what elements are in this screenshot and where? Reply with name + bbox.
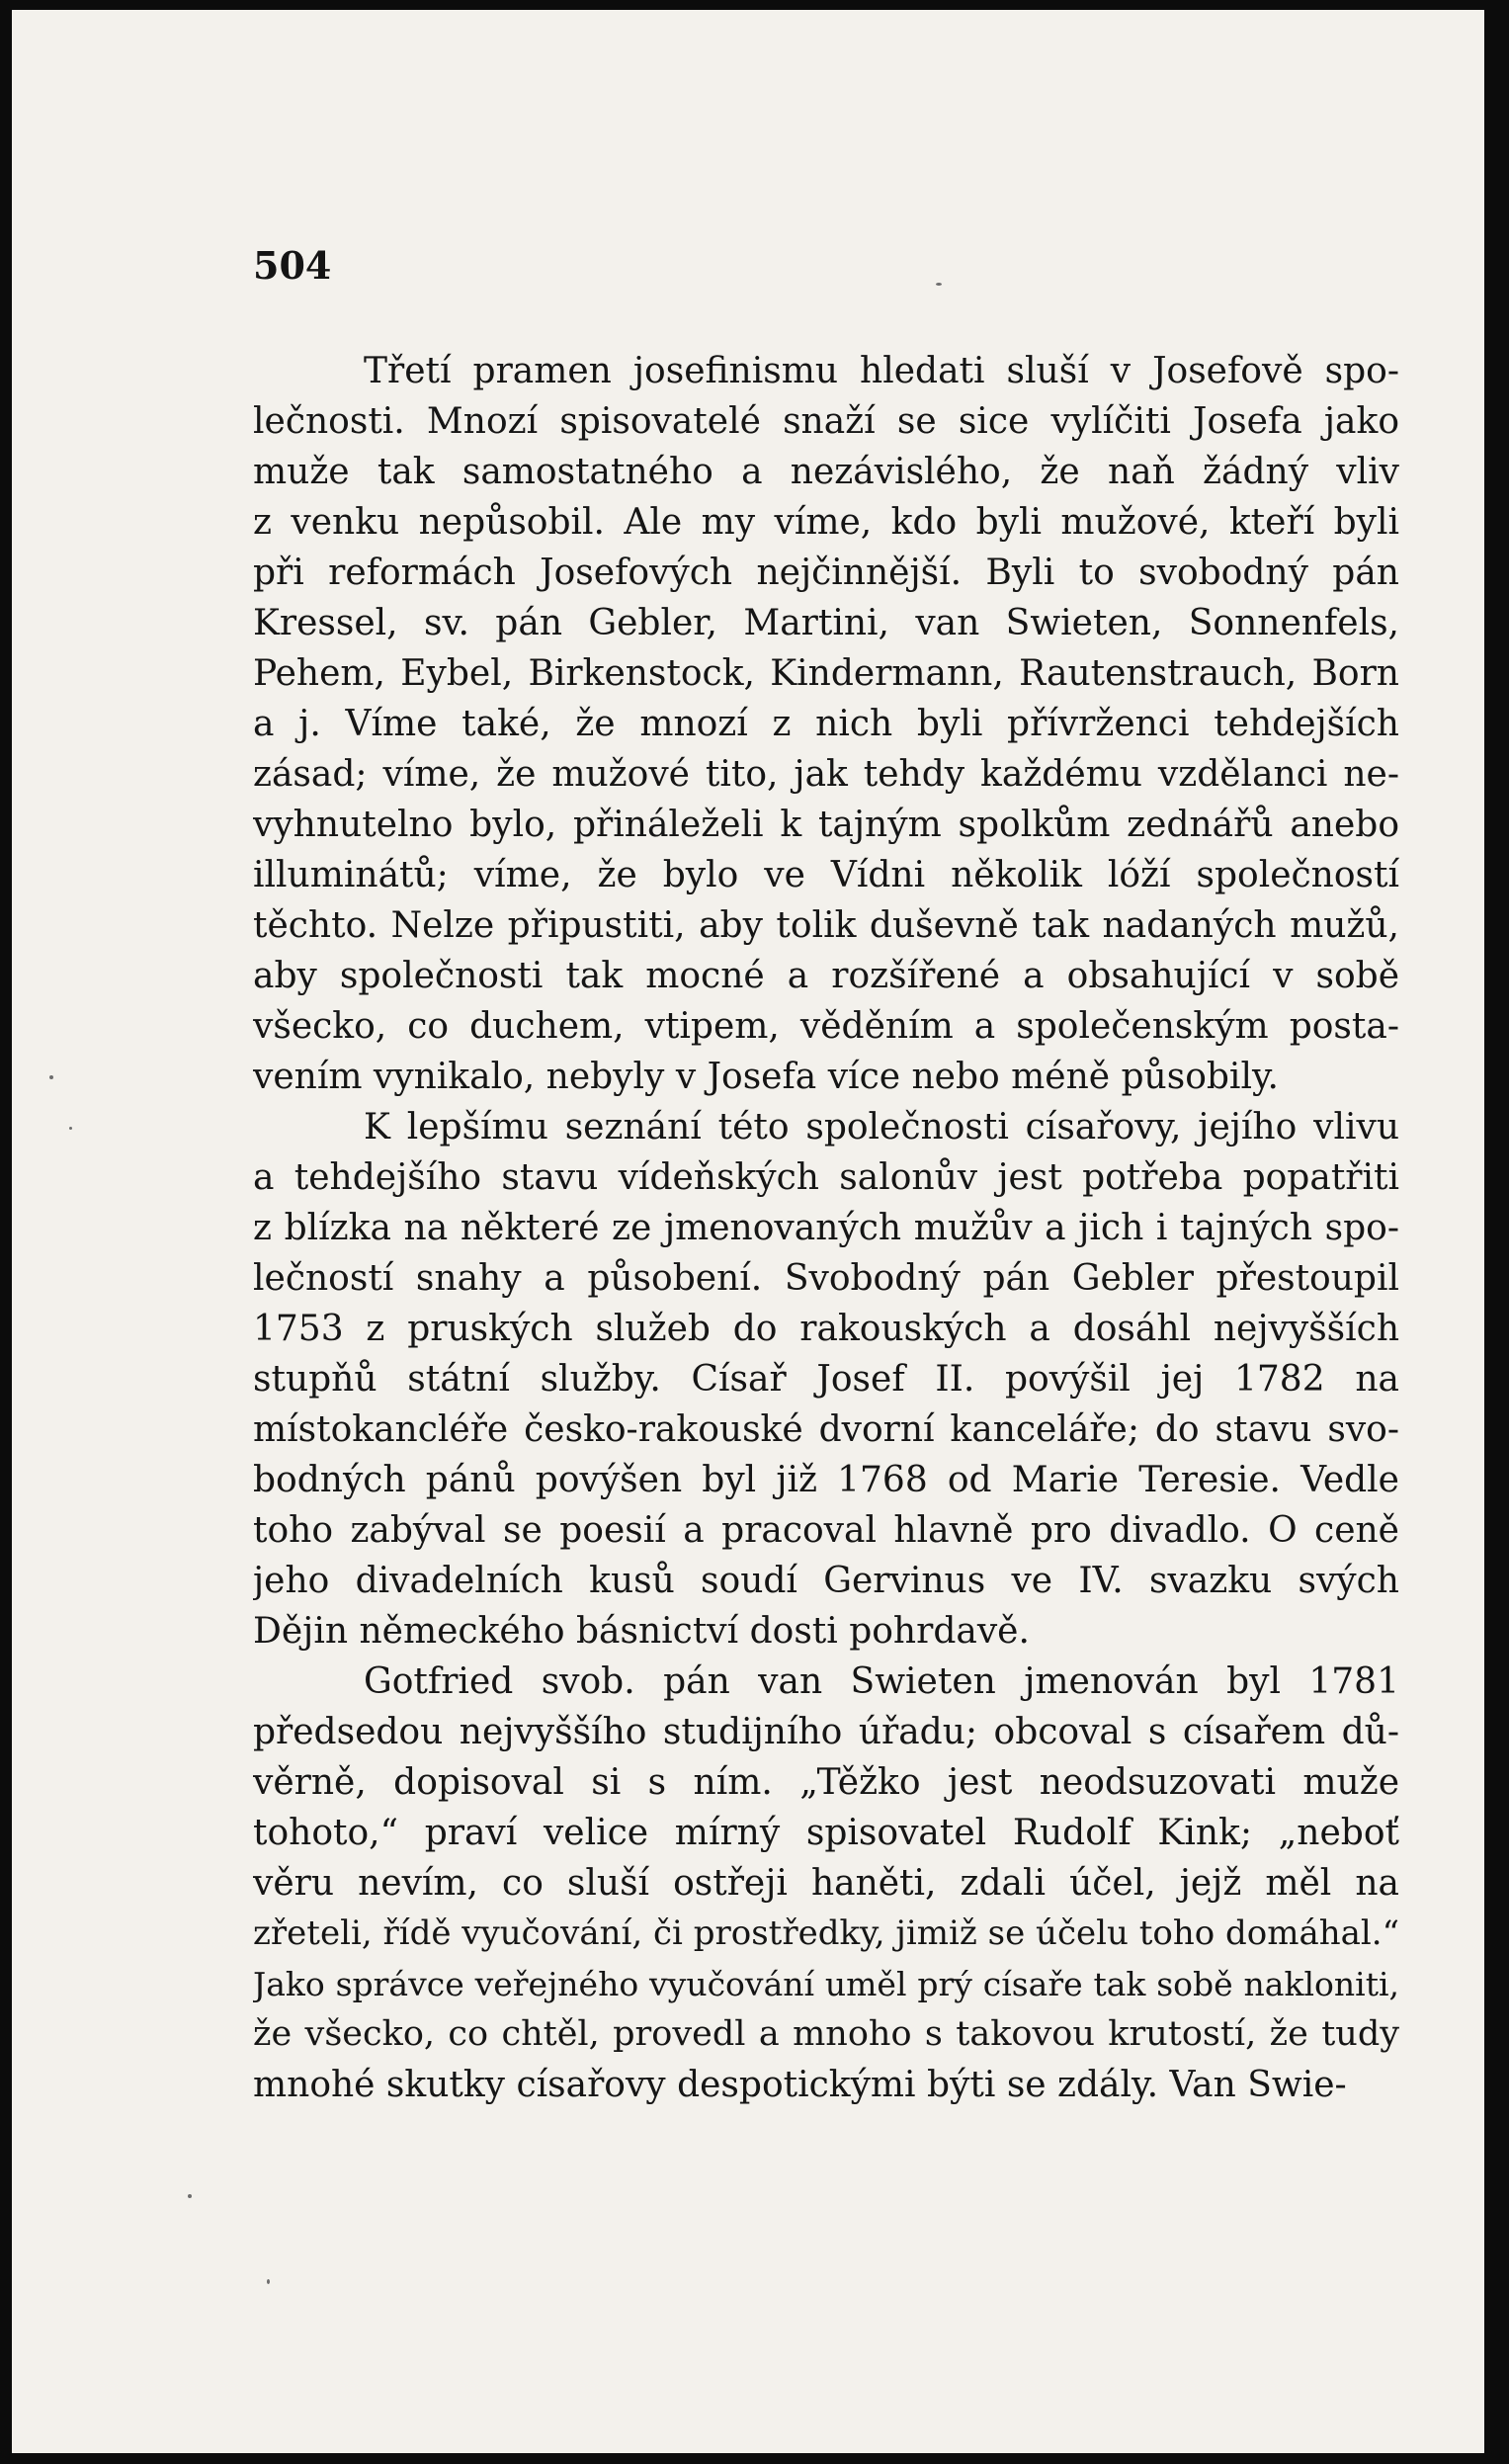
scan-speck	[49, 1075, 53, 1079]
text-line: vením vynikalo, nebyly v Josefa více nebo méně působily.	[253, 1057, 1279, 1097]
text-line: a j. Víme také, že mnozí z nich byli přívrženci tehdejších	[253, 704, 1399, 744]
text-line: illuminátů; víme, že bylo ve Vídni několik lóží společností	[253, 855, 1399, 895]
text-line: 1753 z pruských služeb do rakouských a dosáhl nejvyšších	[253, 1309, 1399, 1349]
text-line: lečnosti. Mnozí spisovatelé snaží se sice vylíčiti Josefa jako	[253, 401, 1399, 442]
text-line: toho zabýval se poesií a pracoval hlavně pro divadlo. O ceně	[253, 1510, 1399, 1551]
text-line: při reformách Josefových nejčinnější. Byli to svobodný pán	[253, 552, 1399, 593]
book-page	[12, 10, 1484, 2453]
page-number: 504	[253, 243, 332, 288]
scan-speck	[188, 2194, 192, 2198]
text-line: aby společnosti tak mocné a rozšířené a obsahující v sobě	[253, 956, 1399, 996]
scan-speck	[267, 2279, 270, 2284]
paragraph-2	[253, 1102, 1399, 1657]
text-line: mnohé skutky císařovy despotickými býti se zdály. Van Swie-	[253, 2065, 1347, 2105]
text-line: lečností snahy a působení. Svobodný pán Gebler přestoupil	[253, 1258, 1399, 1299]
text-line: věrně, dopisoval si s ním. „Těžko jest neodsuzovati muže	[253, 1762, 1399, 1803]
text-line: vyhnutelno bylo, přináleželi k tajným spolkům zednářů anebo	[253, 805, 1399, 845]
text-line: jeho divadelních kusů soudí Gervinus ve IV. svazku svých	[253, 1561, 1399, 1601]
text-line: předsedou nejvyššího studijního úřadu; obcoval s císařem dů-	[253, 1712, 1399, 1752]
text-line: Dějin německého básnictví dosti pohrdavě.	[253, 1611, 1030, 1652]
paragraph-3	[253, 1657, 1399, 2110]
text-line: muže tak samostatného a nezávislého, že naň žádný vliv	[253, 452, 1399, 492]
text-line: bodných pánů povýšen byl již 1768 od Marie Teresie. Vedle	[253, 1460, 1399, 1500]
scan-speck	[936, 283, 942, 286]
text-line: stupňů státní služby. Císař Josef II. povýšil jej 1782 na	[253, 1359, 1399, 1400]
text-line: Gotfried svob. pán van Swieten jmenován byl 1781	[364, 1661, 1399, 1702]
text-line: z blízka na některé ze jmenovaných mužův a jich i tajných spo-	[253, 1208, 1399, 1248]
body-text	[253, 346, 1399, 2110]
text-line: že všecko, co chtěl, provedl a mnoho s takovou krutostí, že tudy	[253, 2014, 1399, 2054]
text-line: věru nevím, co sluší ostřeji haněti, zdali účel, jejž měl na	[253, 1863, 1399, 1904]
text-line: zřeteli, řídě vyučování, či prostředky, jimiž se účelu toho domáhal.“	[253, 1913, 1399, 1953]
text-line: tohoto,“ praví velice mírný spisovatel Rudolf Kink; „neboť	[253, 1813, 1399, 1853]
text-line: Pehem, Eybel, Birkenstock, Kindermann, Rautenstrauch, Born	[253, 653, 1399, 694]
scan-speck	[69, 1127, 72, 1130]
text-line: a tehdejšího stavu vídeňských salonův jest potřeba popatřiti	[253, 1157, 1399, 1198]
text-line: zásad; víme, že mužové tito, jak tehdy každému vzdělanci ne-	[253, 754, 1399, 795]
text-line: těchto. Nelze připustiti, aby tolik duševně tak nadaných mužů,	[253, 905, 1399, 946]
text-line: všecko, co duchem, vtipem, věděním a společenským posta-	[253, 1006, 1399, 1047]
text-line: Třetí pramen josefinismu hledati sluší v Josefově spo-	[364, 351, 1399, 391]
text-line: Kressel, sv. pán Gebler, Martini, van Swieten, Sonnenfels,	[253, 603, 1399, 643]
paragraph-1	[253, 346, 1399, 1102]
text-line: z venku nepůsobil. Ale my víme, kdo byli mužové, kteří byli	[253, 502, 1399, 543]
text-line: Jako správce veřejného vyučování uměl prý císaře tak sobě nakloniti,	[253, 1965, 1399, 2003]
text-line: K lepšímu seznání této společnosti císařovy, jejího vlivu	[364, 1107, 1399, 1147]
text-line: místokancléře česko-rakouské dvorní kanceláře; do stavu svo-	[253, 1409, 1399, 1450]
